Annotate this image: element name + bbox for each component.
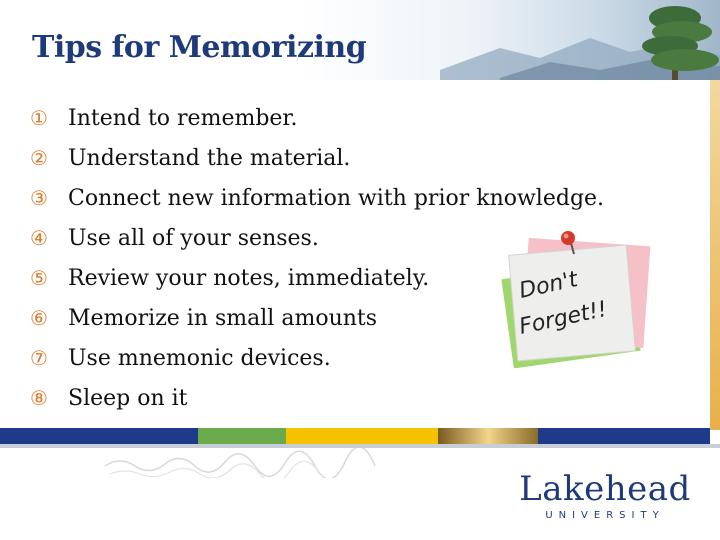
bar-segment-blue-right bbox=[538, 428, 710, 444]
tip-text: Intend to remember. bbox=[68, 105, 298, 131]
bar-segment-blue bbox=[0, 428, 198, 444]
tip-text: Connect new information with prior knowledge. bbox=[68, 185, 605, 211]
bar-segment-gold bbox=[438, 428, 538, 444]
tip-number: ③ bbox=[30, 186, 48, 210]
tip-text: Use all of your senses. bbox=[68, 225, 319, 251]
tip-number: ④ bbox=[30, 226, 48, 250]
list-item bbox=[24, 178, 604, 218]
handwriting-texture-icon bbox=[100, 448, 400, 478]
tip-number: ① bbox=[30, 106, 48, 130]
sticky-note-pin-icon bbox=[485, 228, 655, 368]
tip-number: ⑥ bbox=[30, 306, 48, 330]
right-accent-bar bbox=[710, 80, 720, 430]
tip-number: ⑦ bbox=[30, 346, 48, 370]
tip-number: ⑧ bbox=[30, 386, 48, 410]
tip-number: ⑤ bbox=[30, 266, 48, 290]
footer-color-bar bbox=[0, 428, 720, 444]
tip-text: Memorize in small amounts bbox=[68, 305, 378, 331]
tip-text: Review your notes, immediately. bbox=[68, 265, 430, 291]
bar-segment-yellow bbox=[286, 428, 438, 444]
logo-subtitle: UNIVERSITY bbox=[545, 510, 665, 521]
university-logo bbox=[500, 470, 710, 521]
slide-title: Tips for Memorizing bbox=[32, 30, 367, 65]
note-line-1: Don't bbox=[517, 267, 580, 304]
tip-text: Understand the material. bbox=[68, 145, 351, 171]
logo-wordmark: Lakehead bbox=[519, 469, 691, 509]
list-item bbox=[24, 138, 604, 178]
tip-text: Sleep on it bbox=[68, 385, 188, 411]
bar-segment-green bbox=[198, 428, 286, 444]
tip-text: Use mnemonic devices. bbox=[68, 345, 331, 371]
list-item bbox=[24, 378, 604, 418]
list-item bbox=[24, 98, 604, 138]
tip-number: ② bbox=[30, 146, 48, 170]
note-line-2: Forget!! bbox=[517, 296, 610, 340]
